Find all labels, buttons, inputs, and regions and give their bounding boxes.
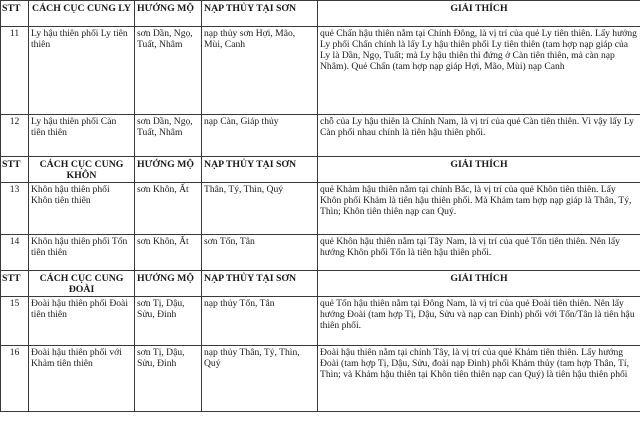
row-stt: 16 [1,346,29,412]
header-row-cung-khon [1,157,640,183]
table-row [1,183,640,235]
row-stt: 15 [1,297,29,346]
row-giai-thich: Đoài hậu thiên nằm tại chính Tây, là vị trí của quẻ Khảm tiên thiên. Lấy hướng Đoài (tam hợp Tị, Dậu, Sửu, đoài nạp Đinh) phối Khảm thủy (tam hợp Thân, Tí, Thìn; và Khảm hậu thiên tại Khôn tiên thiên nạp can Quý) là tiên hậu thiên phối [318,346,640,412]
row-huong-mo: sơn Dần, Ngọ, Tuất, Nhâm [135,27,202,115]
table-row [1,27,640,115]
header-stt: STT [1,271,29,297]
header-huong-mo: HƯỚNG MỘ [135,157,202,183]
header-cach-cuc: CÁCH CỤC CUNG KHÔN [29,157,135,183]
row-cach-cuc: Đoài hậu thiên phối với Khảm tiên thiên [29,346,135,412]
row-huong-mo: sơn Tị, Dậu, Sửu, Đinh [135,297,202,346]
row-giai-thich: quẻ Khôn hậu thiên nằm tại Tây Nam, là vị trí của quẻ Tốn tiên thiên. Nên lấy hướng Khôn phối Tốn là tiên hậu thiên phối. [318,235,640,271]
row-stt: 11 [1,27,29,115]
row-nap-thuy: sơn Tốn, Tân [202,235,318,271]
row-nap-thuy: nạp thủy sơn Hợi, Mão, Mùi, Canh [202,27,318,115]
table-row [1,115,640,157]
header-stt: STT [1,157,29,183]
table-row [1,346,640,412]
row-stt: 13 [1,183,29,235]
row-stt: 12 [1,115,29,157]
header-row-cung-doai [1,271,640,297]
header-giai-thich: GIẢI THÍCH [318,271,640,297]
row-giai-thich: chỗ của Ly hậu thiên là Chính Nam, là vị trí của quẻ Càn tiên thiên. Vì vậy lấy Ly Càn phối nhau chính là tiên hậu thiên phối. [318,115,640,157]
row-cach-cuc: Khôn hậu thiên phối Tốn tiên thiên [29,235,135,271]
header-cach-cuc: CÁCH CỤC CUNG ĐOÀI [29,271,135,297]
row-huong-mo: sơn Dần, Ngọ, Tuất, Nhâm [135,115,202,157]
row-cach-cuc: Ly hậu thiên phối Càn tiên thiên [29,115,135,157]
row-giai-thich: quẻ Chấn hậu thiên nằm tại Chính Đông, là vị trí của quẻ Ly tiên thiên. Lấy hướng Ly phối Chấn chính là lấy Ly hậu thiên phối Ly tiên thiên (tam hợp nạp giáp của Ly là Dần, Ngọ, Tuất; mà Ly hậu thiên thì đứng ở Càn tiên thiên, mà càn nạp Nhâm). Quẻ Chấn (tam hợp nạp giáp Hợi, Mão, Mùi) nạp Canh [318,27,640,115]
row-cach-cuc: Khôn hậu thiên phối Khôn tiên thiên [29,183,135,235]
header-nap-thuy: NẠP THỦY TẠI SƠN [202,271,318,297]
row-huong-mo: sơn Khôn, Ất [135,183,202,235]
header-stt: STT [1,1,29,27]
row-giai-thich: quẻ Tốn hậu thiên nằm tại Đông Nam, là vị trí của quẻ Đoài tiên thiên. Nên lấy hướng Đoài (tam hợp Tị, Dậu, Sửu và nạp can Đinh) phối với Tốn/Tân là tiên hậu thiên phối. [318,297,640,346]
header-huong-mo: HƯỚNG MỘ [135,271,202,297]
row-nap-thuy: Thân, Tý, Thìn, Quý [202,183,318,235]
header-cach-cuc: CÁCH CỤC CUNG LY [29,1,135,27]
row-stt: 14 [1,235,29,271]
row-nap-thuy: nạp thủy Thân, Tý, Thìn, Quý [202,346,318,412]
header-nap-thuy: NẠP THỦY TẠI SƠN [202,157,318,183]
header-huong-mo: HƯỚNG MỘ [135,1,202,27]
row-giai-thich: quẻ Khảm hậu thiên nằm tại chính Bắc, là vị trí của quẻ Khôn tiên thiên. Lấy Khôn phối Khảm là tiên hậu thiên phối. Mà Khảm tam hợp nạp giáp là Thân, Tý, Thìn; Khôn tiên thiên nạp can Quý. [318,183,640,235]
header-nap-thuy: NẠP THỦY TẠI SƠN [202,1,318,27]
header-row-cung-ly [1,1,640,27]
table-row [1,297,640,346]
row-huong-mo: sơn Tị, Dậu, Sửu, Đinh [135,346,202,412]
row-nap-thuy: nạp thủy Tốn, Tân [202,297,318,346]
header-giai-thich: GIẢI THÍCH [318,1,640,27]
row-huong-mo: sơn Khôn, Ất [135,235,202,271]
row-nap-thuy: nạp Càn, Giáp thủy [202,115,318,157]
header-giai-thich: GIẢI THÍCH [318,157,640,183]
row-cach-cuc: Đoài hậu thiên phối Đoài tiên thiên [29,297,135,346]
table-row [1,235,640,271]
row-cach-cuc: Ly hậu thiên phối Ly tiên thiên [29,27,135,115]
